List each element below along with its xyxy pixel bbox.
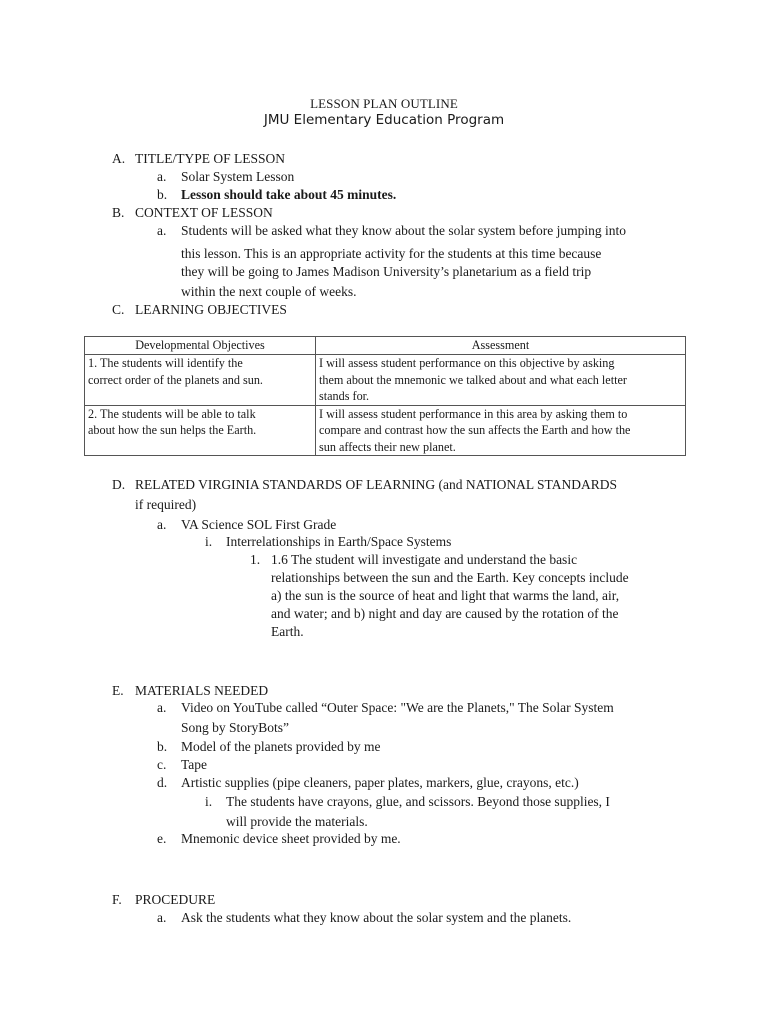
materials-line: Model of the planets provided by me xyxy=(181,739,381,754)
section-a-marker: A. xyxy=(112,151,126,166)
assessment-cell xyxy=(316,405,686,456)
section-b-heading: CONTEXT OF LESSON xyxy=(135,205,273,220)
materials-line: Song by StoryBots” xyxy=(181,720,290,735)
cell-line: sun affects their new planet. xyxy=(319,439,456,454)
cell-line: about how the sun helps the Earth. xyxy=(88,423,257,437)
materials-line: Tape xyxy=(181,757,208,772)
section-e-item-c-marker: c. xyxy=(157,757,167,772)
section-e-item-b-marker: b. xyxy=(157,739,168,754)
standard-line: relationships between the sun and the Earth. Key concepts include xyxy=(271,570,629,585)
table-header-assessment: Assessment xyxy=(316,337,686,355)
cell-line: 2. The students will be able to talk xyxy=(88,406,256,421)
section-a-item-b: Lesson should take about 45 minutes. xyxy=(181,187,397,202)
section-a-item-b-marker: b. xyxy=(157,187,168,202)
cell-line: correct order of the planets and sun. xyxy=(88,372,263,387)
cell-line: I will assess student performance in this area by asking them to xyxy=(319,406,628,421)
section-d-item-a: VA Science SOL First Grade xyxy=(181,517,337,532)
section-e-heading: MATERIALS NEEDED xyxy=(135,683,269,698)
assessment-cell xyxy=(316,355,686,406)
cell-line: compare and contrast how the sun affects the Earth and how the xyxy=(319,423,631,437)
section-f-item-a-marker: a. xyxy=(157,910,167,925)
cell-line: I will assess student performance on this objective by asking xyxy=(319,356,615,370)
section-d-subitem: Interrelationships in Earth/Space Systems xyxy=(226,534,452,549)
table-header-row xyxy=(85,337,686,355)
section-f-heading: PROCEDURE xyxy=(135,892,216,907)
procedure-line: Ask the students what they know about the solar system and the planets. xyxy=(181,910,572,925)
objective-cell xyxy=(85,355,316,406)
standard-line: 1.6 The student will investigate and understand the basic xyxy=(271,552,578,567)
section-a-heading: TITLE/TYPE OF LESSON xyxy=(135,151,285,166)
materials-subline: The students have crayons, glue, and scissors. Beyond those supplies, I xyxy=(226,794,610,809)
section-b-line: this lesson. This is an appropriate activity for the students at this time because xyxy=(181,246,602,261)
section-c-marker: C. xyxy=(112,302,125,317)
table-row xyxy=(85,405,686,456)
table-row xyxy=(85,355,686,406)
standard-line: Earth. xyxy=(271,624,304,639)
section-b-marker: B. xyxy=(112,205,125,220)
section-b-line: within the next couple of weeks. xyxy=(181,284,357,299)
standard-line: a) the sun is the source of heat and light that warms the land, air, xyxy=(271,588,620,603)
section-d-subitem-marker: i. xyxy=(205,534,213,549)
materials-line: Artistic supplies (pipe cleaners, paper plates, markers, glue, crayons, etc.) xyxy=(181,775,579,790)
materials-subline: will provide the materials. xyxy=(226,814,368,829)
document-subtitle: JMU Elementary Education Program xyxy=(263,112,505,128)
section-c-heading: LEARNING OBJECTIVES xyxy=(135,302,287,317)
section-d-subsubitem-marker: 1. xyxy=(250,552,261,567)
section-b-item-a-marker: a. xyxy=(157,223,167,238)
section-b-line: Students will be asked what they know about the solar system before jumping into xyxy=(181,223,627,238)
objectives-table xyxy=(84,336,686,456)
materials-line: Mnemonic device sheet provided by me. xyxy=(181,831,401,846)
section-f-marker: F. xyxy=(112,892,122,907)
cell-line: them about the mnemonic we talked about and what each letter xyxy=(319,372,627,387)
section-e-subitem-marker: i. xyxy=(205,794,213,809)
section-a-item-a: Solar System Lesson xyxy=(181,169,295,184)
section-a-item-a-marker: a. xyxy=(157,169,167,184)
section-d-item-a-marker: a. xyxy=(157,517,167,532)
section-d-marker: D. xyxy=(112,477,126,492)
document-title: LESSON PLAN OUTLINE xyxy=(310,96,458,111)
standard-line: and water; and b) night and day are caused by the rotation of the xyxy=(271,606,619,621)
objective-cell xyxy=(85,405,316,456)
section-d-heading-cont: if required) xyxy=(135,497,197,512)
cell-line: 1. The students will identify the xyxy=(88,356,243,370)
cell-line: stands for. xyxy=(319,389,370,403)
materials-line: Video on YouTube called “Outer Space: "We are the Planets," The Solar System xyxy=(181,700,614,715)
table-header-objectives: Developmental Objectives xyxy=(85,337,316,355)
section-e-item-a-marker: a. xyxy=(157,700,167,715)
section-e-item-e-marker: e. xyxy=(157,831,167,846)
section-b-line: they will be going to James Madison University’s planetarium as a field trip xyxy=(181,264,592,279)
section-d-heading: RELATED VIRGINIA STANDARDS OF LEARNING (and NATIONAL STANDARDS xyxy=(135,477,617,492)
section-e-marker: E. xyxy=(112,683,124,698)
section-e-item-d-marker: d. xyxy=(157,775,168,790)
